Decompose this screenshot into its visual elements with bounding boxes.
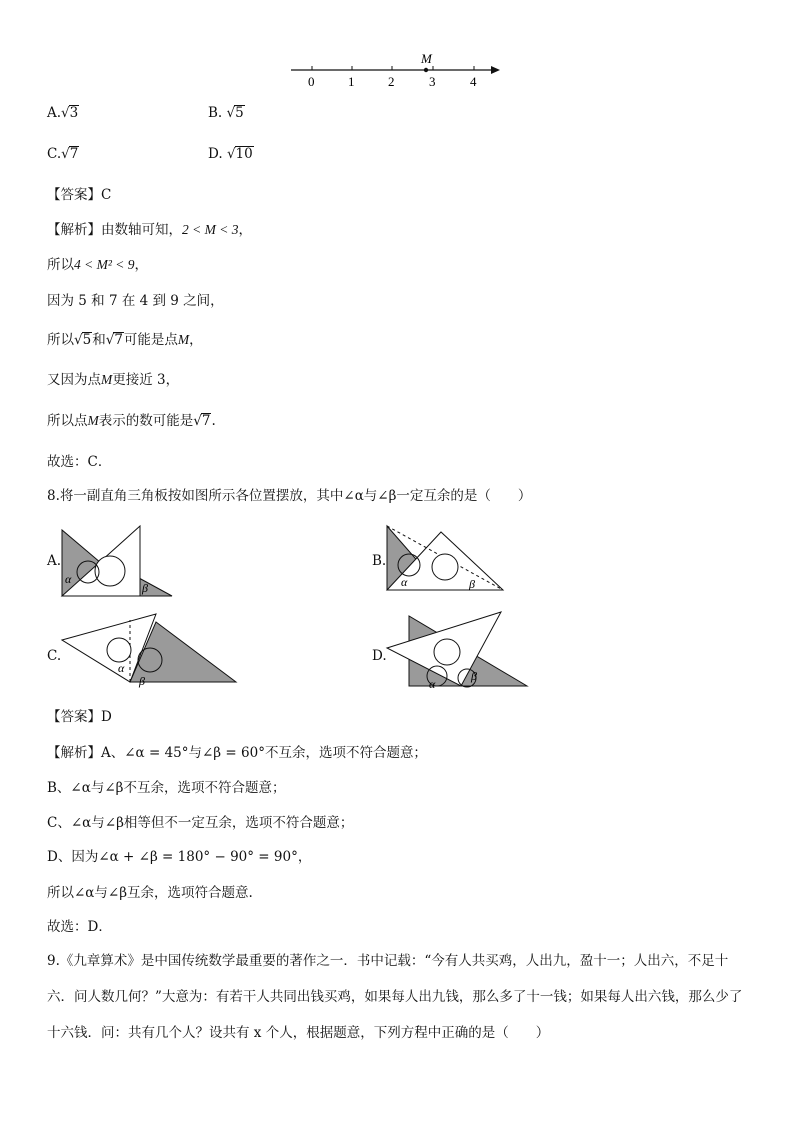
- svg-text:β: β: [139, 674, 145, 688]
- svg-text:α: α: [401, 575, 408, 589]
- q7-analysis-line-4: 所以√5和√7可能是点M，: [47, 332, 203, 348]
- option-a[interactable]: A.√3: [47, 105, 79, 121]
- tick-label: 4: [470, 74, 477, 89]
- q8-answer: 【答案】D: [47, 709, 112, 725]
- svg-text:β: β: [142, 581, 148, 595]
- q8-analysis-line-4: D、因为∠α + ∠β = 180° − 90° = 90°，: [47, 849, 312, 865]
- tick-label: 0: [308, 74, 315, 89]
- option-d[interactable]: D. √10: [208, 146, 253, 162]
- q8-figure-c-label[interactable]: C.: [47, 648, 62, 664]
- number-line-figure: [288, 50, 508, 92]
- svg-text:α: α: [118, 661, 125, 675]
- q7-analysis-line-5: 又因为点M更接近 3，: [47, 372, 180, 388]
- tick-label: 3: [429, 74, 436, 89]
- q8-figure-d-label[interactable]: D.: [372, 648, 387, 664]
- point-m: [424, 68, 428, 72]
- q8-analysis-line-6: 故选：D．: [47, 919, 112, 935]
- option-c[interactable]: C.√7: [47, 146, 79, 162]
- svg-text:α: α: [65, 572, 72, 586]
- q8-analysis-line-1: 【解析】A、∠α = 45°与∠β = 60°不互余，选项不符合题意；: [47, 745, 427, 761]
- tick-label: 1: [348, 74, 355, 89]
- q8-figure-b[interactable]: [385, 522, 510, 594]
- q7-analysis-line-1: 【解析】由数轴可知，2 < M < 3，: [47, 222, 252, 238]
- q8-figure-c[interactable]: [58, 610, 243, 688]
- q8-figure-a[interactable]: [58, 522, 178, 600]
- svg-text:α: α: [429, 677, 436, 690]
- q9-question: 9.《九章算术》是中国传统数学最重要的著作之一．书中记载：“今有人共买鸡，人出九，盈十一；人出六，不足十六．问人数几何？”大意为：有若干人共同出钱买鸡，如果每人出九钱，那么多了十一钱；如果每人出六钱，那么少了十六钱．问：共有几个人？设共有 x 个人，根据题意，下列方程中正确的是（ ）: [47, 953, 743, 1041]
- svg-text:β: β: [469, 577, 475, 591]
- svg-text:β: β: [471, 669, 477, 683]
- q8-figure-a-label[interactable]: A.: [47, 553, 62, 569]
- q8-analysis-line-3: C、∠α与∠β相等但不一定互余，选项不符合题意；: [47, 815, 354, 831]
- q7-analysis-line-2: 所以4 < M² < 9，: [47, 257, 149, 273]
- tick-label: 2: [388, 74, 395, 89]
- q8-stem: 8.将一副直角三角板按如图所示各位置摆放，其中∠α与∠β一定互余的是（ ）: [47, 488, 532, 504]
- q7-analysis-line-6: 所以点M表示的数可能是√7.: [47, 413, 216, 429]
- q8-analysis-line-5: 所以∠α与∠β互余，选项符合题意.: [47, 885, 253, 901]
- q8-analysis-line-2: B、∠α与∠β不互余，选项不符合题意；: [47, 780, 286, 796]
- point-m-label: M: [421, 51, 432, 66]
- option-b[interactable]: B. √5: [208, 105, 244, 121]
- q7-analysis-line-3: 因为 5 和 7 在 4 到 9 之间，: [47, 293, 224, 309]
- q8-figure-b-label[interactable]: B.: [372, 553, 387, 569]
- q7-analysis-line-7: 故选：C．: [47, 454, 112, 470]
- q7-answer: 【答案】C: [47, 187, 112, 203]
- q8-figure-d[interactable]: [385, 604, 530, 690]
